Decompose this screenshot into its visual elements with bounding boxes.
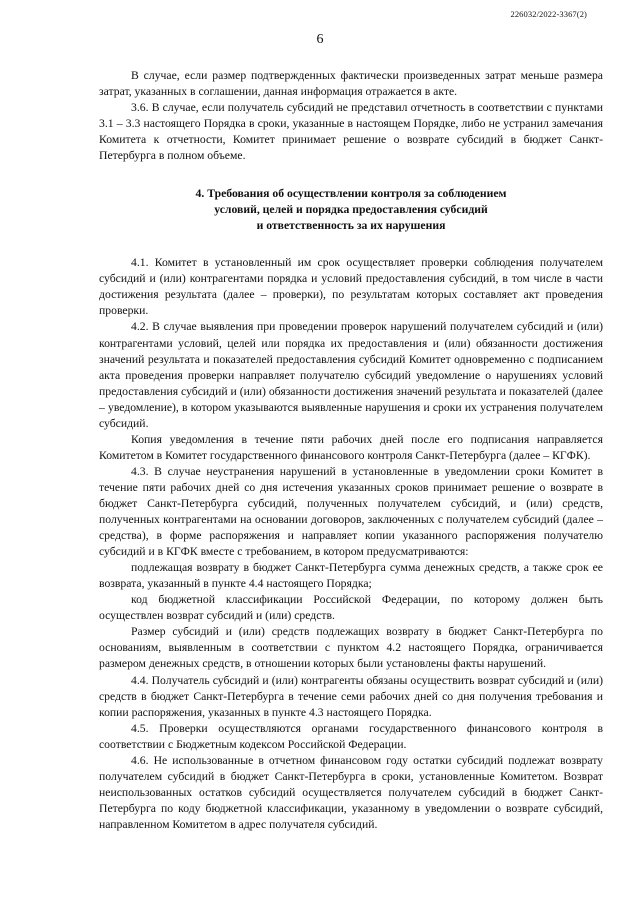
paragraph-budget-code: код бюджетной классификации Российской Федерации, по которому должен быть осуществлен возврат субсидий и (или) средств.: [99, 593, 603, 623]
paragraph-4-6: 4.6. Не использованные в отчетном финансовом году остатки субсидий подлежат возврату получателем субсидий в бюджет Санкт-Петербурга в сроки, установленные Комитетом. Возврат неиспользованных остатков субсидий осуществляется получателем субсидий в бюджет Санкт-Петербурга по коду бюджетной классификации, указанному в уведомлении о возврате субсидий, направленном Комитетом в адрес получателя субсидий.: [99, 753, 603, 831]
paragraph-4-3: 4.3. В случае неустранения нарушений в установленные в уведомлении сроки Комитет в течение пяти рабочих дней со дня истечения указанных сроков принимает решение о возврате в бюджет Санкт-Петербурга субсидий, полученных получателем субсидий, и (или) средств, полученных контрагентами на основании договоров, заключенных с получателем субсидий (далее – средства), в форме распоряжения и направляет копии указанного распоряжения получателю субсидий и в КГФК вместе с требованием, в котором предусматриваются:: [99, 464, 603, 559]
section-heading-line-2: условий, целей и порядка предоставления субсидий: [214, 203, 488, 217]
paragraph-4-4: 4.4. Получатель субсидий и (или) контрагенты обязаны осуществить возврат субсидий и (или) средств в бюджет Санкт-Петербурга в течение семи рабочих дней со дня получения требования и копии распоряжения, указанных в пункте 4.3 настоящего Порядка.: [99, 673, 603, 719]
paragraph-4-5: 4.5. Проверки осуществляются органами государственного финансового контроля в соответствии с Бюджетным кодексом Российской Федерации.: [99, 721, 603, 751]
section-heading-line-1: 4. Требования об осуществлении контроля за соблюдением: [195, 187, 507, 201]
paragraph-4-1: 4.1. Комитет в установленный им срок осуществляет проверки соблюдения получателем субсидий и (или) контрагентами порядка и условий предоставления субсидий, в том числе в части достижения результата (далее – проверки), по результатам которых составляет акт проведения проверки.: [99, 256, 603, 318]
paragraph-costs-note: В случае, если размер подтвержденных фактически произведенных затрат меньше размера затрат, указанных в соглашении, данная информация отражается в акте.: [99, 69, 603, 99]
paragraph-refund-amount: подлежащая возврату в бюджет Санкт-Петербурга сумма денежных средств, а также срок ее возврата, указанный в пункте 4.4 настоящего Порядка;: [99, 561, 603, 591]
paragraph-4-2: 4.2. В случае выявления при проведении проверок нарушений получателем субсидий и (или) контрагентами условий, целей или порядка их предоставления и (или) обязанности достижения значений результата и показателей предоставления субсидий Комитет одновременно с подписанием акта проведения проверки направляет получателю субсидий уведомление о нарушениях условий предоставления субсидий и (или) обязанности достижения значений результата и показателей (далее – уведомление), в котором указываются выявленные нарушения и сроки их устранения получателем субсидий.: [99, 320, 603, 430]
paragraph-notice-copy: Копия уведомления в течение пяти рабочих дней после его подписания направляется Комитетом в Комитет государственного финансового контроля Санкт-Петербурга (далее – КГФК).: [99, 432, 603, 462]
section-heading-line-3: и ответственность за их нарушения: [256, 219, 446, 233]
paragraph-refund-limit: Размер субсидий и (или) средств подлежащих возврату в бюджет Санкт-Петербурга по основаниям, выявленным в соответствии с пунктом 4.2 настоящего Порядка, ограничивается размером денежных средств, в отношении которых были установлены факты нарушений.: [99, 625, 603, 671]
paragraph-3-6: 3.6. В случае, если получатель субсидий не представил отчетность в соответствии с пунктами 3.1 – 3.3 настоящего Порядка в сроки, указанные в настоящем Порядке, либо не устранил замечания Комитета к отчетности, Комитет принимает решение о возврате субсидий в бюджет Санкт-Петербурга в полном объеме.: [99, 101, 603, 163]
page-number: 6: [316, 32, 324, 47]
document-body: [99, 68, 603, 833]
section-4-heading: [99, 186, 603, 234]
document-number: 226032/2022-3367(2): [510, 9, 587, 19]
